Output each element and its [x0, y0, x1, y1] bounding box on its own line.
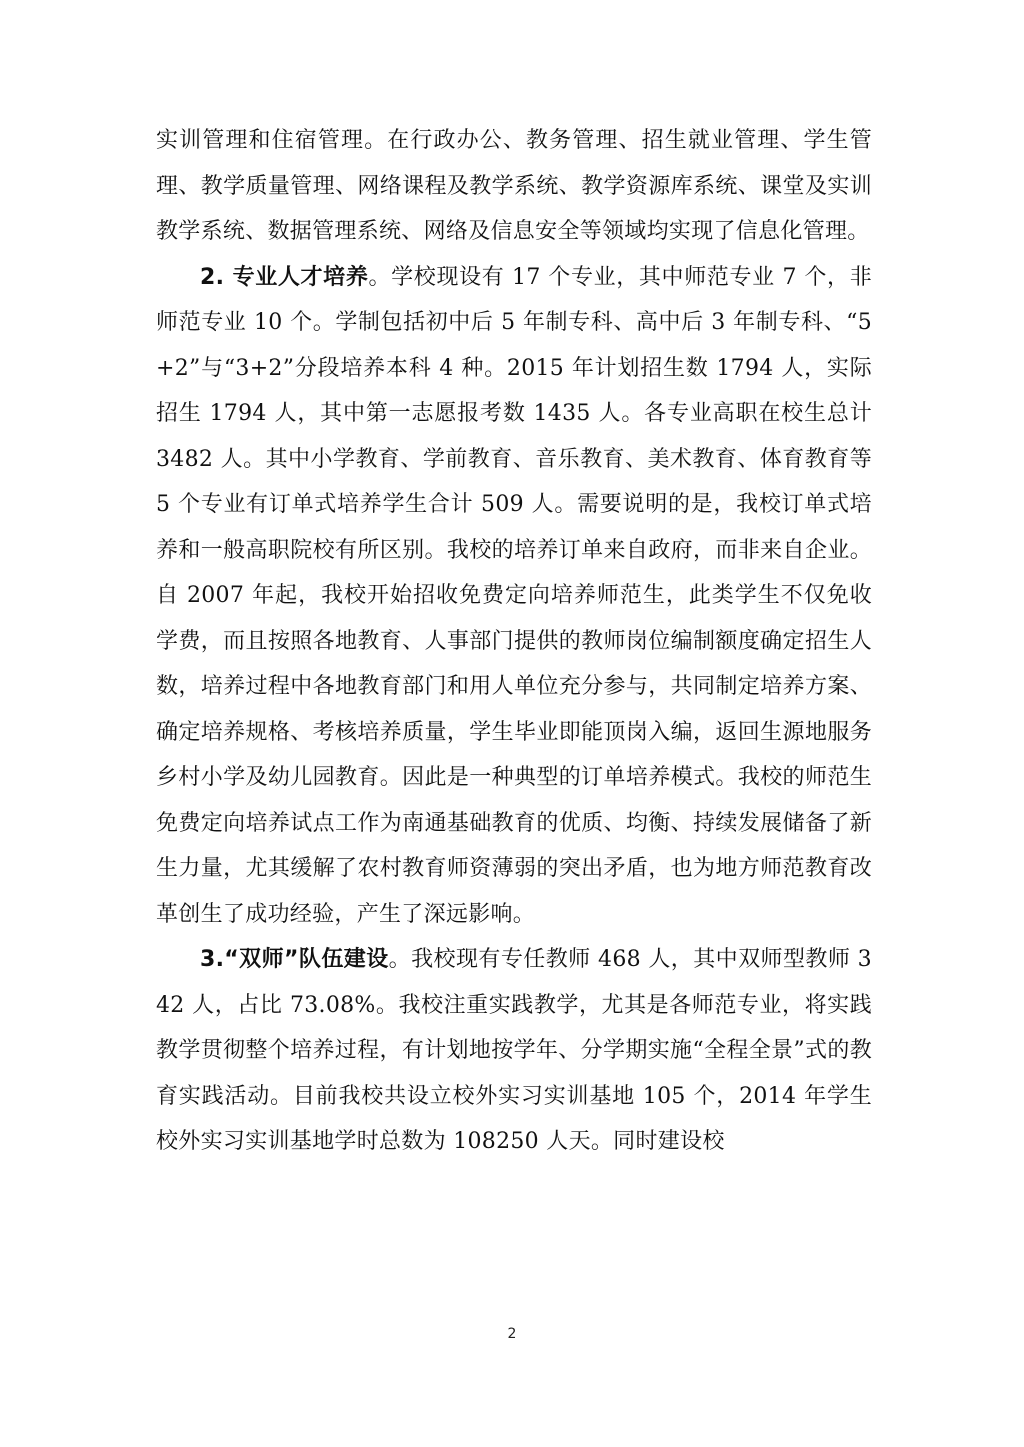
- body-text: [156, 118, 872, 1165]
- section-heading-dual-teacher: 3.“双师”队伍建设: [200, 947, 389, 972]
- paragraph-continued: [156, 118, 872, 255]
- paragraph-2-text: 。学校现设有 17 个专业，其中师范专业 7 个，非师范专业 10 个。学制包括初中后 5 年制专科、高中后 3 年制专科、“5+2”与“3+2”分段培养本科 4 种。2015 年计划招生数 1794 人，实际招生 1794 人，其中第一志愿报考数 1435 人。各专业高职在校生总计 3482 人。其中小学教育、学前教育、音乐教育、美术教育、体育教育等 5 个专业有订单式培养学生合计 509 人。需要说明的是，我校订单式培养和一般高职院校有所区别。我校的培养订单来自政府，而非来自企业。自 2007 年起，我校开始招收免费定向培养师范生，此类学生不仅免收学费，而且按照各地教育、人事部门提供的教师岗位编制额度确定招生人数，培养过程中各地教育部门和用人单位充分参与，共同制定培养方案、确定培养规格、考核培养质量，学生毕业即能顶岗入编，返回生源地服务乡村小学及幼儿园教育。因此是一种典型的订单培养模式。我校的师范生免费定向培养试点工作为南通基础教育的优质、均衡、持续发展储备了新生力量，尤其缓解了农村教育师资薄弱的突出矛盾，也为地方师范教育改革创生了成功经验，产生了深远影响。: [156, 264, 873, 927]
- paragraph-dual-teacher: [156, 937, 872, 1165]
- page-number: 2: [507, 1326, 517, 1342]
- paragraph-1-text: 实训管理和住宿管理。在行政办公、教务管理、招生就业管理、学生管理、教学质量管理、网络课程及教学系统、教学资源库系统、课堂及实训教学系统、数据管理系统、网络及信息安全等领域均实现了信息化管理。: [156, 128, 872, 244]
- paragraph-3-text: 。我校现有专任教师 468 人，其中双师型教师 342 人，占比 73.08%。我校注重实践教学，尤其是各师范专业，将实践教学贯彻整个培养过程，有计划地按学年、分学期实施“全程全景”式的教育实践活动。目前我校共设立校外实习实训基地 105 个，2014 年学生校外实习实训基地学时总数为 108250 人天。同时建设校: [156, 947, 872, 1154]
- paragraph-talent-training: [156, 255, 872, 938]
- section-heading-talent-training: 2. 专业人才培养: [200, 264, 369, 290]
